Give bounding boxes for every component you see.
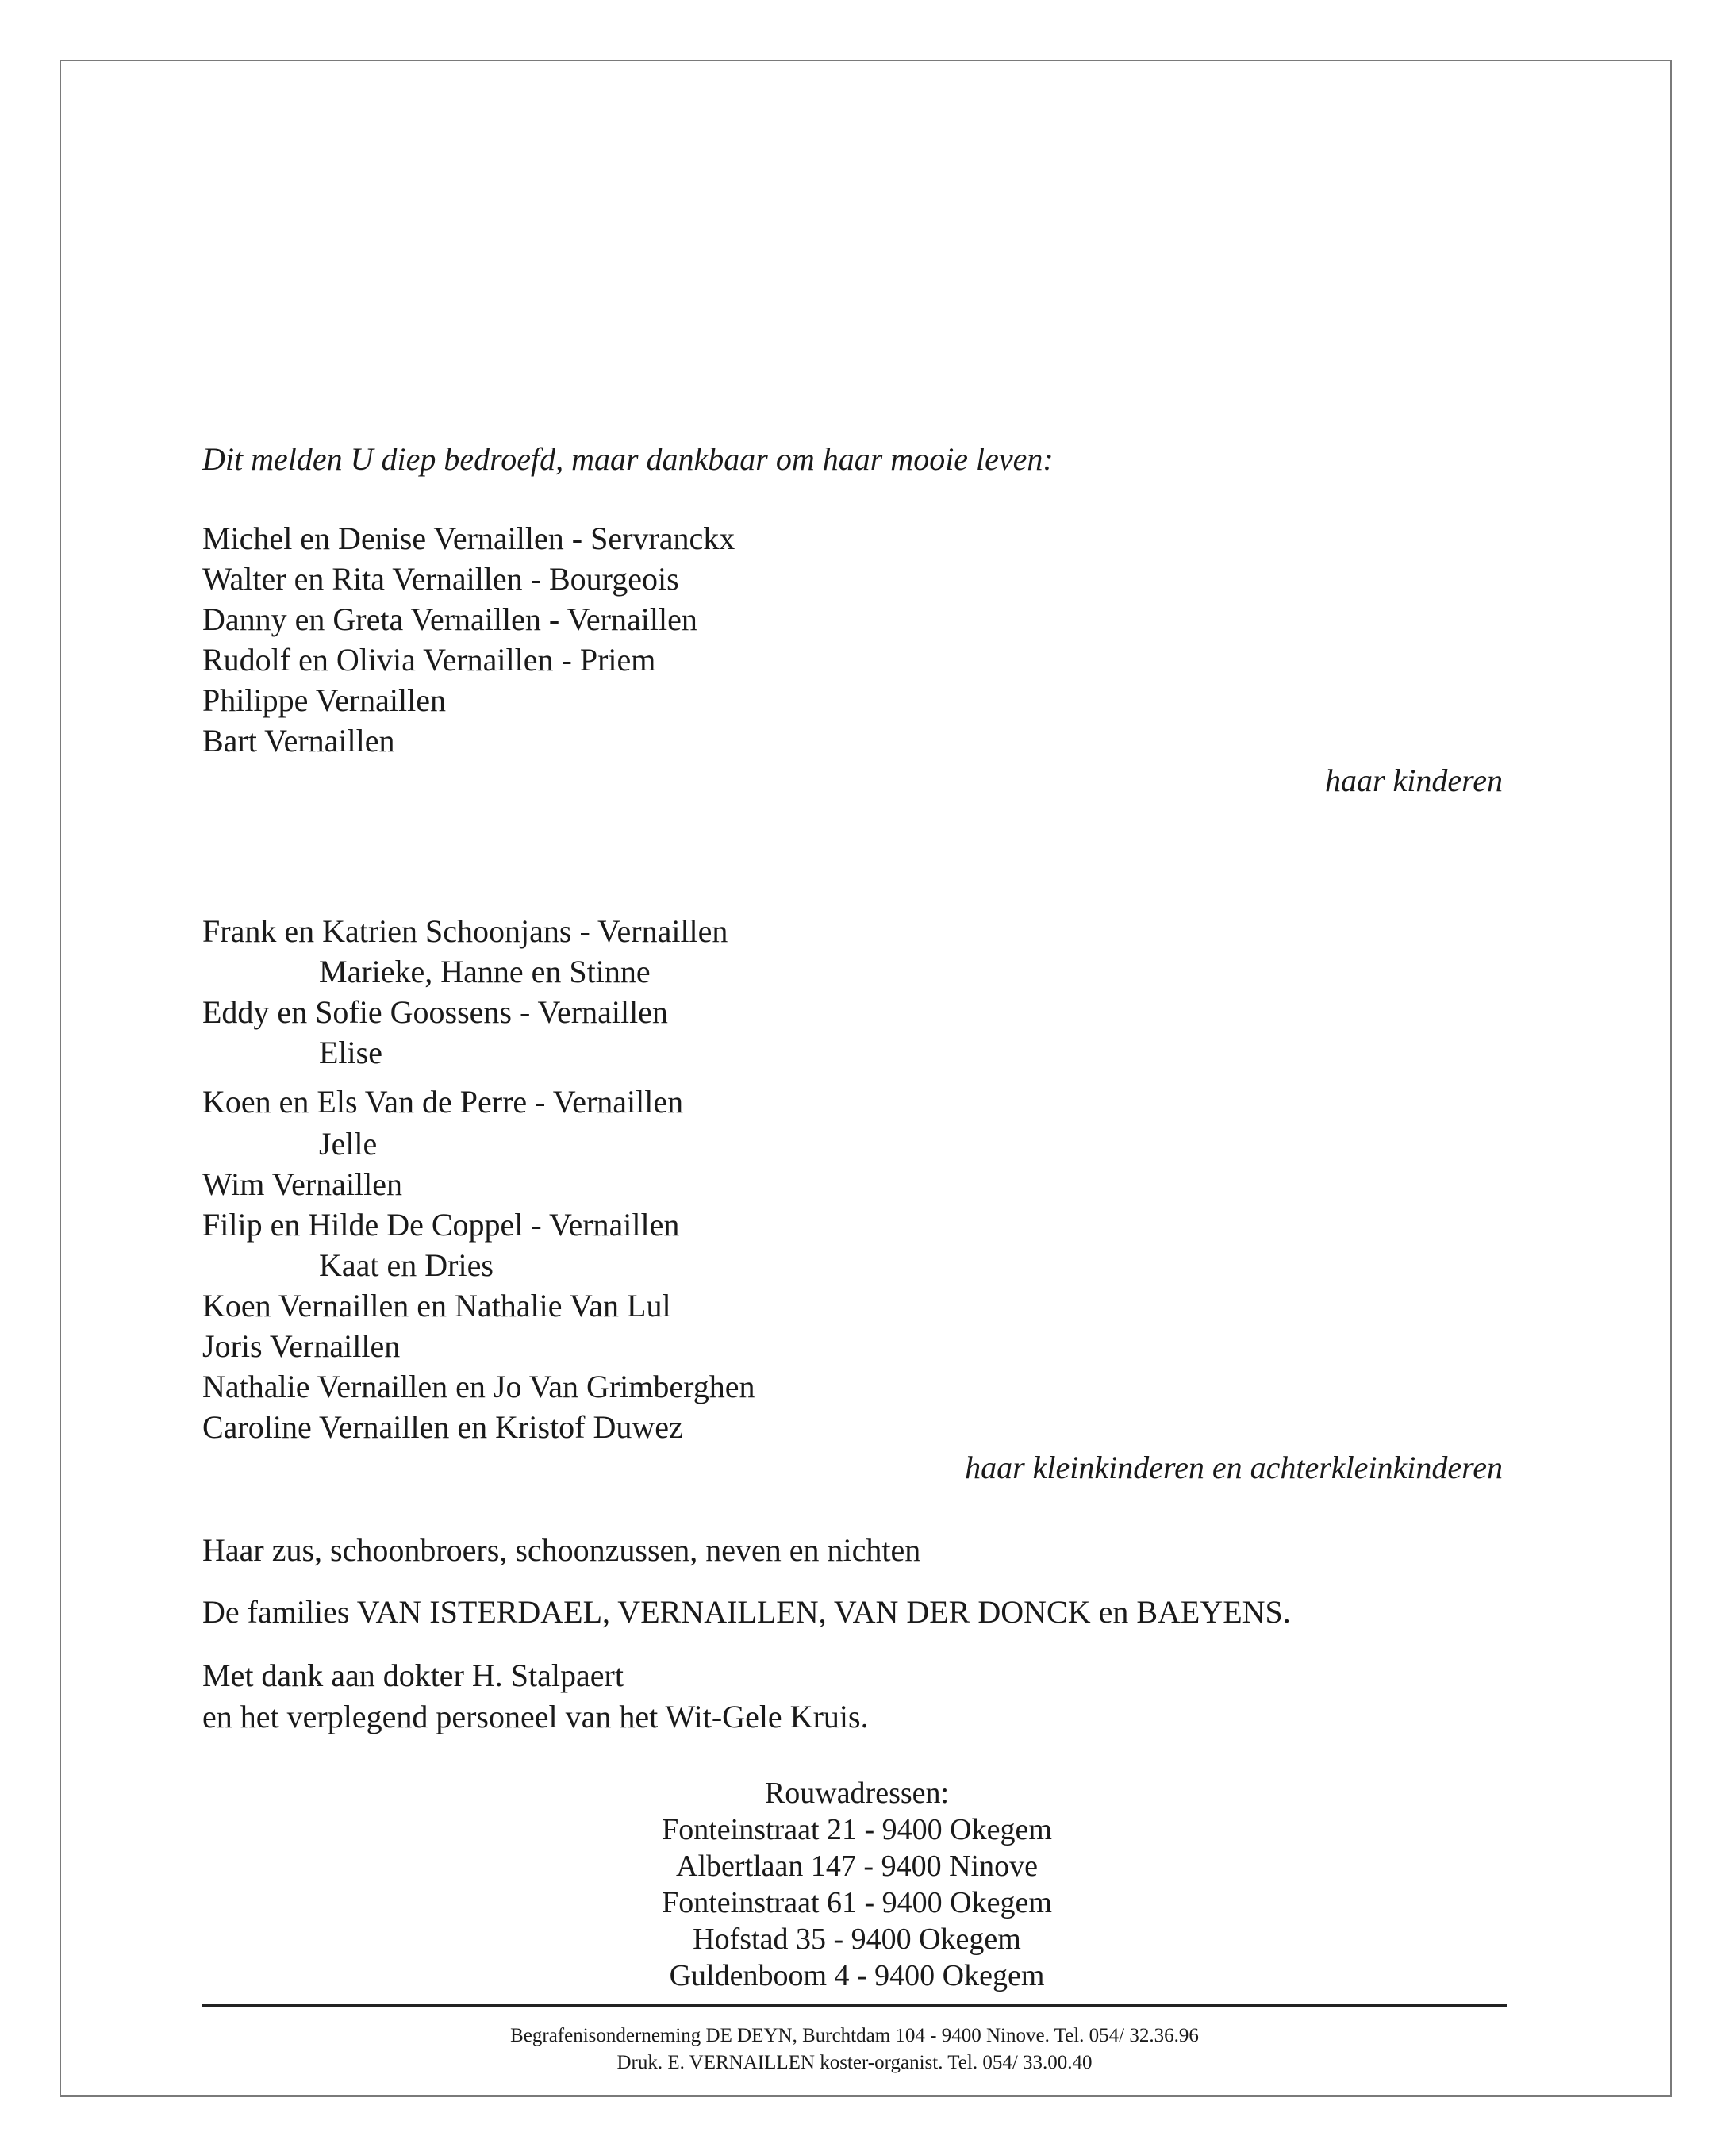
thanks-line: en het verplegend personeel van het Wit-Gele Kruis.	[202, 1699, 869, 1734]
address-line: Fonteinstraat 61 - 9400 Okegem	[662, 1886, 1052, 1919]
child-name: Walter en Rita Vernaillen - Bourgeois	[202, 561, 679, 597]
children-label: haar kinderen	[1324, 763, 1503, 798]
grandchild-name: Koen Vernaillen en Nathalie Van Lul	[202, 1288, 671, 1323]
grandchild-name: Frank en Katrien Schoonjans - Vernaillen	[202, 913, 728, 949]
address-line: Albertlaan 147 - 9400 Ninove	[676, 1850, 1038, 1883]
grandchild-name: Caroline Vernaillen en Kristof Duwez	[202, 1409, 683, 1445]
address-line: Guldenboom 4 - 9400 Okegem	[669, 1959, 1045, 1992]
families-text: De families VAN ISTERDAEL, VERNAILLEN, VAN DER DONCK en BAEYENS.	[202, 1594, 1291, 1630]
great-grandchild-name: Marieke, Hanne en Stinne	[319, 954, 651, 989]
thanks-line: Met dank aan dokter H. Stalpaert	[202, 1658, 624, 1693]
child-name: Michel en Denise Vernaillen - Servranckx	[202, 521, 735, 556]
grandchild-name: Koen en Els Van de Perre - Vernaillen	[202, 1084, 684, 1120]
child-name: Bart Vernaillen	[202, 723, 395, 759]
great-grandchild-name: Jelle	[319, 1126, 378, 1162]
grandchild-name: Joris Vernaillen	[202, 1328, 401, 1364]
grandchild-name: Nathalie Vernaillen en Jo Van Grimberghen	[202, 1369, 755, 1404]
grandchild-name: Eddy en Sofie Goossens - Vernaillen	[202, 994, 668, 1030]
footer-line: Druk. E. VERNAILLEN koster-organist. Tel. 054/ 33.00.40	[616, 2052, 1093, 2073]
footer-line: Begrafenisonderneming DE DEYN, Burchtdam 104 - 9400 Ninove. Tel. 054/ 32.36.96	[510, 2025, 1199, 2046]
great-grandchild-name: Elise	[319, 1035, 382, 1070]
addresses-title: Rouwadressen:	[764, 1777, 950, 1810]
grandchildren-label: haar kleinkinderen en achterkleinkinderen	[965, 1450, 1503, 1485]
grandchild-name: Filip en Hilde De Coppel - Vernaillen	[202, 1207, 680, 1243]
intro-text: Dit melden U diep bedroefd, maar dankbaar om haar mooie leven:	[202, 441, 1054, 477]
address-line: Fonteinstraat 21 - 9400 Okegem	[662, 1813, 1052, 1846]
grandchild-name: Wim Vernaillen	[202, 1166, 403, 1202]
child-name: Danny en Greta Vernaillen - Vernaillen	[202, 601, 697, 637]
child-name: Rudolf en Olivia Vernaillen - Priem	[202, 642, 656, 678]
address-line: Hofstad 35 - 9400 Okegem	[693, 1923, 1021, 1956]
relatives-text: Haar zus, schoonbroers, schoonzussen, neven en nichten	[202, 1532, 921, 1568]
footer-divider	[202, 2004, 1507, 2007]
child-name: Philippe Vernaillen	[202, 682, 446, 718]
addresses-block	[555, 1775, 1158, 1994]
great-grandchild-name: Kaat en Dries	[319, 1247, 494, 1283]
